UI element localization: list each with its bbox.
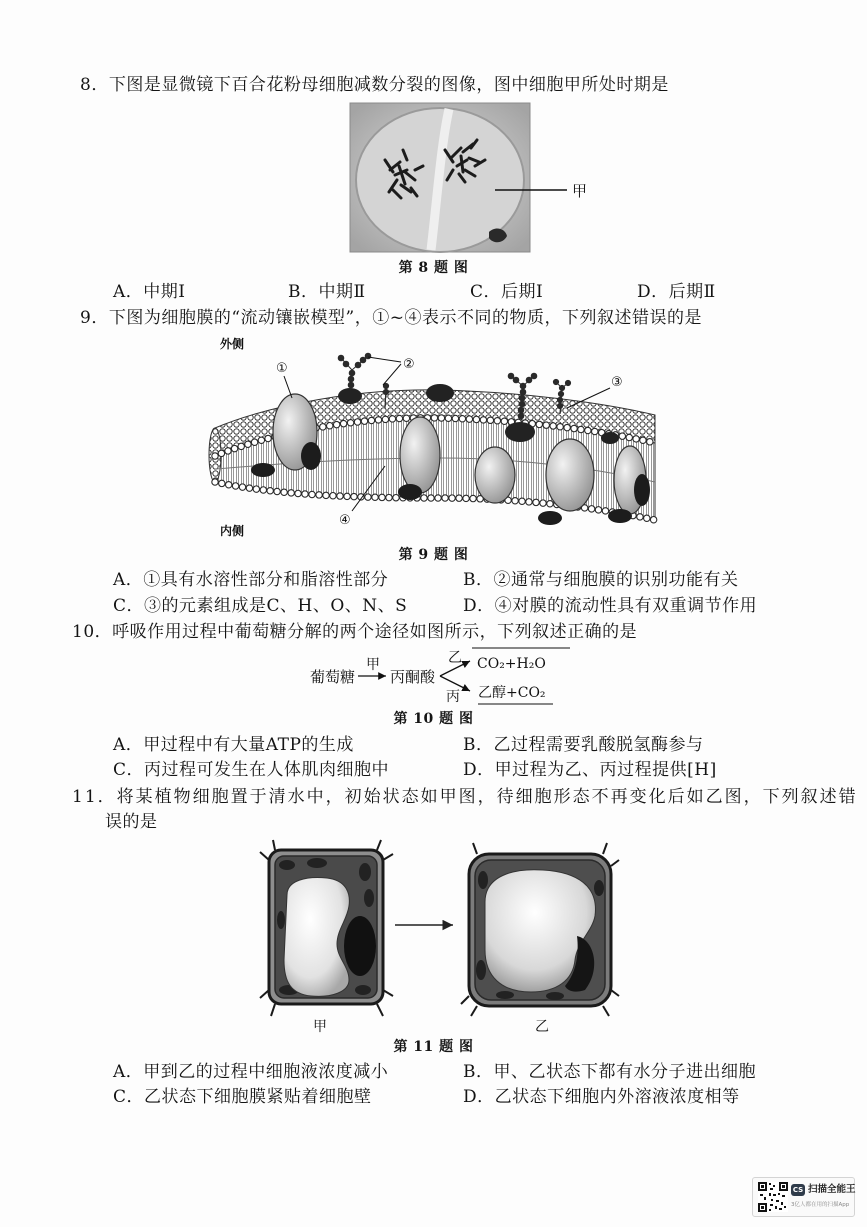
label-1: ① [276, 361, 288, 376]
product-yi-label: CO₂+H₂O [477, 656, 546, 672]
option-text: 后期Ⅱ [668, 282, 716, 302]
cell-yi [461, 843, 619, 1016]
surface-protein-dark [426, 384, 454, 402]
glucose-label: 葡萄糖 [310, 668, 356, 686]
qr-code-icon [758, 1182, 788, 1212]
option-b [463, 1062, 756, 1082]
surface-protein-dark [338, 388, 362, 404]
option-letter: A． [113, 1062, 144, 1082]
step-bing-label: 丙 [446, 689, 460, 705]
option-a [113, 282, 186, 302]
question-11-stem [72, 787, 858, 807]
option-letter: D． [463, 760, 495, 780]
option-text: 后期Ⅰ [501, 282, 544, 302]
option-d [463, 760, 717, 780]
option-text: 中期Ⅱ [318, 282, 366, 302]
protein-dark [251, 463, 275, 477]
question-9-stem [80, 308, 702, 328]
scanner-app-name: 扫描全能王 [808, 1184, 856, 1195]
step-yi-label: 乙 [448, 650, 462, 666]
option-a [113, 1062, 388, 1082]
option-d [637, 282, 716, 302]
nucleus [344, 916, 376, 976]
option-letter: C． [470, 282, 502, 302]
option-a [113, 570, 388, 590]
option-text: 甲到乙的过程中细胞液浓度减小 [143, 1062, 389, 1082]
option-letter: D． [637, 282, 669, 302]
label-2: ② [403, 357, 415, 372]
pyruvate-label: 丙酮酸 [390, 668, 436, 686]
option-c [113, 1087, 372, 1107]
option-letter: B． [463, 1062, 494, 1082]
question-number: 11． [72, 787, 117, 807]
protein-dark [634, 474, 650, 506]
figure-10-caption: 第 10 题 图 [393, 711, 474, 727]
option-letter: A． [113, 735, 144, 755]
option-letter: A． [113, 282, 144, 302]
leader-line-1 [284, 376, 292, 398]
option-letter: C． [113, 596, 145, 616]
option-text: 甲、乙状态下都有水分子进出细胞 [493, 1062, 756, 1082]
option-letter: C． [113, 760, 145, 780]
option-text: 乙过程需要乳酸脱氢酶参与 [493, 735, 704, 755]
leader-line-2 [368, 357, 401, 362]
question-number: 8． [80, 75, 109, 95]
option-text: ④对膜的流动性具有双重调节作用 [494, 596, 758, 616]
option-text: 中期Ⅰ [143, 282, 186, 302]
meiosis-micrograph [345, 100, 595, 260]
option-text: 丙过程可发生在人体肌肉细胞中 [144, 760, 390, 780]
option-b [288, 282, 366, 302]
product-bing-label: 乙醇+CO₂ [478, 685, 546, 701]
question-number: 9． [80, 308, 109, 328]
cell-jia-label: 甲 [313, 1019, 327, 1035]
question-text: 呼吸作用过程中葡萄糖分解的两个途径如图所示，下列叙述正确的是 [112, 622, 638, 642]
protein-dark [301, 442, 321, 470]
question-number: 10． [72, 622, 113, 642]
option-b [463, 570, 739, 590]
cell-yi-label: 乙 [535, 1019, 549, 1035]
outside-label: 外侧 [220, 337, 245, 351]
option-c [470, 282, 543, 302]
option-d [463, 1087, 740, 1107]
fluid-mosaic-model-diagram [205, 330, 670, 545]
cell-label-jia: 甲 [572, 182, 588, 200]
option-text: 甲过程为乙、丙过程提供[H] [494, 760, 717, 780]
inside-label: 内侧 [220, 524, 245, 538]
protein-dark [608, 509, 632, 523]
label-4: ④ [339, 513, 351, 528]
option-c [113, 596, 407, 616]
cell-jia [260, 840, 393, 1016]
scanner-watermark [752, 1177, 855, 1217]
surface-protein-dark [505, 422, 535, 442]
figure-9-caption: 第 9 题 图 [398, 547, 469, 563]
option-letter: A． [113, 570, 144, 590]
option-text: ③的元素组成是C、H、O、N、S [144, 596, 408, 616]
plant-cell-diagram [255, 840, 625, 1040]
leader-line-2 [383, 364, 401, 385]
transmembrane-protein [546, 439, 594, 511]
protein-dark [398, 484, 422, 500]
question-text: 下图是显微镜下百合花粉母细胞减数分裂的图像，图中细胞甲所处时期是 [108, 75, 669, 95]
option-text: ①具有水溶性部分和脂溶性部分 [143, 570, 389, 590]
question-text: 下图为细胞膜的“流动镶嵌模型”，①~④表示不同的物质，下列叙述错误的是 [108, 308, 702, 328]
option-a [113, 735, 354, 755]
scanner-tagline: 3亿人都在用的扫描App [791, 1202, 850, 1208]
option-letter: D． [463, 596, 495, 616]
option-text: ②通常与细胞膜的识别功能有关 [493, 570, 739, 590]
question-8-stem [80, 75, 669, 95]
respiration-pathway-diagram [300, 638, 580, 710]
scanner-logo-badge: CS [792, 1186, 804, 1194]
option-letter: B． [463, 570, 494, 590]
option-text: 甲过程中有大量ATP的生成 [143, 735, 354, 755]
transmembrane-protein [475, 447, 515, 503]
surface-protein-dark [601, 432, 619, 444]
option-text: 乙状态下细胞膜紧贴着细胞壁 [144, 1087, 372, 1107]
option-d [463, 596, 757, 616]
option-letter: B． [463, 735, 494, 755]
option-c [113, 760, 389, 780]
figure-8-caption: 第 8 题 图 [398, 260, 469, 276]
option-b [463, 735, 704, 755]
step-jia-label: 甲 [366, 657, 380, 673]
option-letter: D． [463, 1087, 495, 1107]
figure-11-caption: 第 11 题 图 [393, 1039, 474, 1055]
label-3: ③ [611, 375, 623, 390]
option-text: 乙状态下细胞内外溶液浓度相等 [494, 1087, 740, 1107]
protein-dark [538, 511, 562, 525]
option-letter: C． [113, 1087, 145, 1107]
transmembrane-protein [400, 417, 440, 493]
option-letter: B． [288, 282, 319, 302]
glycoprotein-chain [338, 353, 371, 390]
question-11-stem-continued: 误的是 [105, 812, 158, 832]
question-text: 将某植物细胞置于清水中，初始状态如甲图，待细胞形态不再变化后如乙图，下列叙述错 [116, 787, 858, 807]
